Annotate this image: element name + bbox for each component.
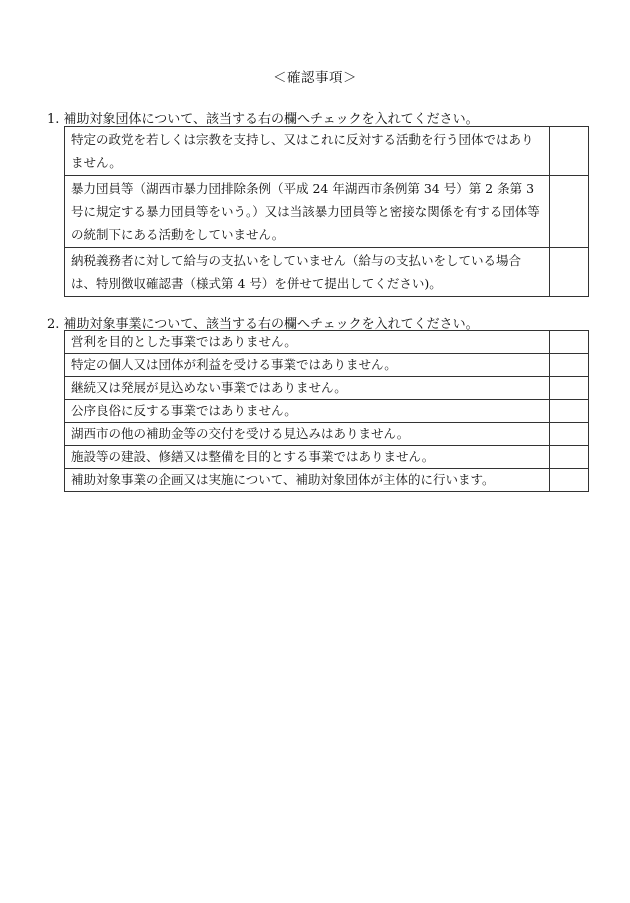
table-row	[65, 176, 589, 248]
table-row	[65, 248, 589, 297]
section2-checkbox-autonomous[interactable]	[550, 469, 589, 492]
section2-item-no-other-subsidy: 湖西市の他の補助金等の交付を受ける見込みはありません。	[65, 423, 550, 446]
table-row	[65, 331, 589, 354]
section2-item-public-order: 公序良俗に反する事業ではありません。	[65, 400, 550, 423]
document-title: ＜確認事項＞	[273, 70, 357, 86]
section2-checkbox-no-construction[interactable]	[550, 446, 589, 469]
section1-heading: 1. 補助対象団体について、該当する右の欄へチェックを入れてください。	[47, 112, 479, 127]
table-row	[65, 354, 589, 377]
table-row	[65, 423, 589, 446]
table-row	[65, 469, 589, 492]
section2-checkbox-nonprofit[interactable]	[550, 331, 589, 354]
section2-checklist	[64, 330, 589, 492]
table-row	[65, 400, 589, 423]
section2-item-nonprofit: 営利を目的とした事業ではありません。	[65, 331, 550, 354]
section1-checklist	[64, 126, 589, 297]
section1-item-tax: 納税義務者に対して給与の支払いをしていません（給与の支払いをしている場合は、特別徴収確認書（様式第 4 号）を併せて提出してください)。	[65, 248, 550, 297]
table-row	[65, 127, 589, 176]
section2-checkbox-continuity[interactable]	[550, 377, 589, 400]
table-row	[65, 377, 589, 400]
section2-heading: 2. 補助対象事業について、該当する右の欄へチェックを入れてください。	[47, 317, 479, 332]
section2-checkbox-no-other-subsidy[interactable]	[550, 423, 589, 446]
section1-item-gang: 暴力団員等（湖西市暴力団排除条例（平成 24 年湖西市条例第 34 号）第 2 条第 3 号に規定する暴力団員等をいう。）又は当該暴力団員等と密接な関係を有する団体等の統制下にある活動をしていません。	[65, 176, 550, 248]
section2-checkbox-no-private-benefit[interactable]	[550, 354, 589, 377]
section2-item-no-construction: 施設等の建設、修繕又は整備を目的とする事業ではありません。	[65, 446, 550, 469]
section2-checkbox-public-order[interactable]	[550, 400, 589, 423]
section2-item-autonomous: 補助対象事業の企画又は実施について、補助対象団体が主体的に行います。	[65, 469, 550, 492]
section1-checkbox-gang[interactable]	[550, 176, 589, 248]
section1-checkbox-political[interactable]	[550, 127, 589, 176]
section2-item-continuity: 継続又は発展が見込めない事業ではありません。	[65, 377, 550, 400]
section2-item-no-private-benefit: 特定の個人又は団体が利益を受ける事業ではありません。	[65, 354, 550, 377]
section1-checkbox-tax[interactable]	[550, 248, 589, 297]
table-row	[65, 446, 589, 469]
section1-item-political: 特定の政党を若しくは宗教を支持し、又はこれに反対する活動を行う団体ではありません。	[65, 127, 550, 176]
